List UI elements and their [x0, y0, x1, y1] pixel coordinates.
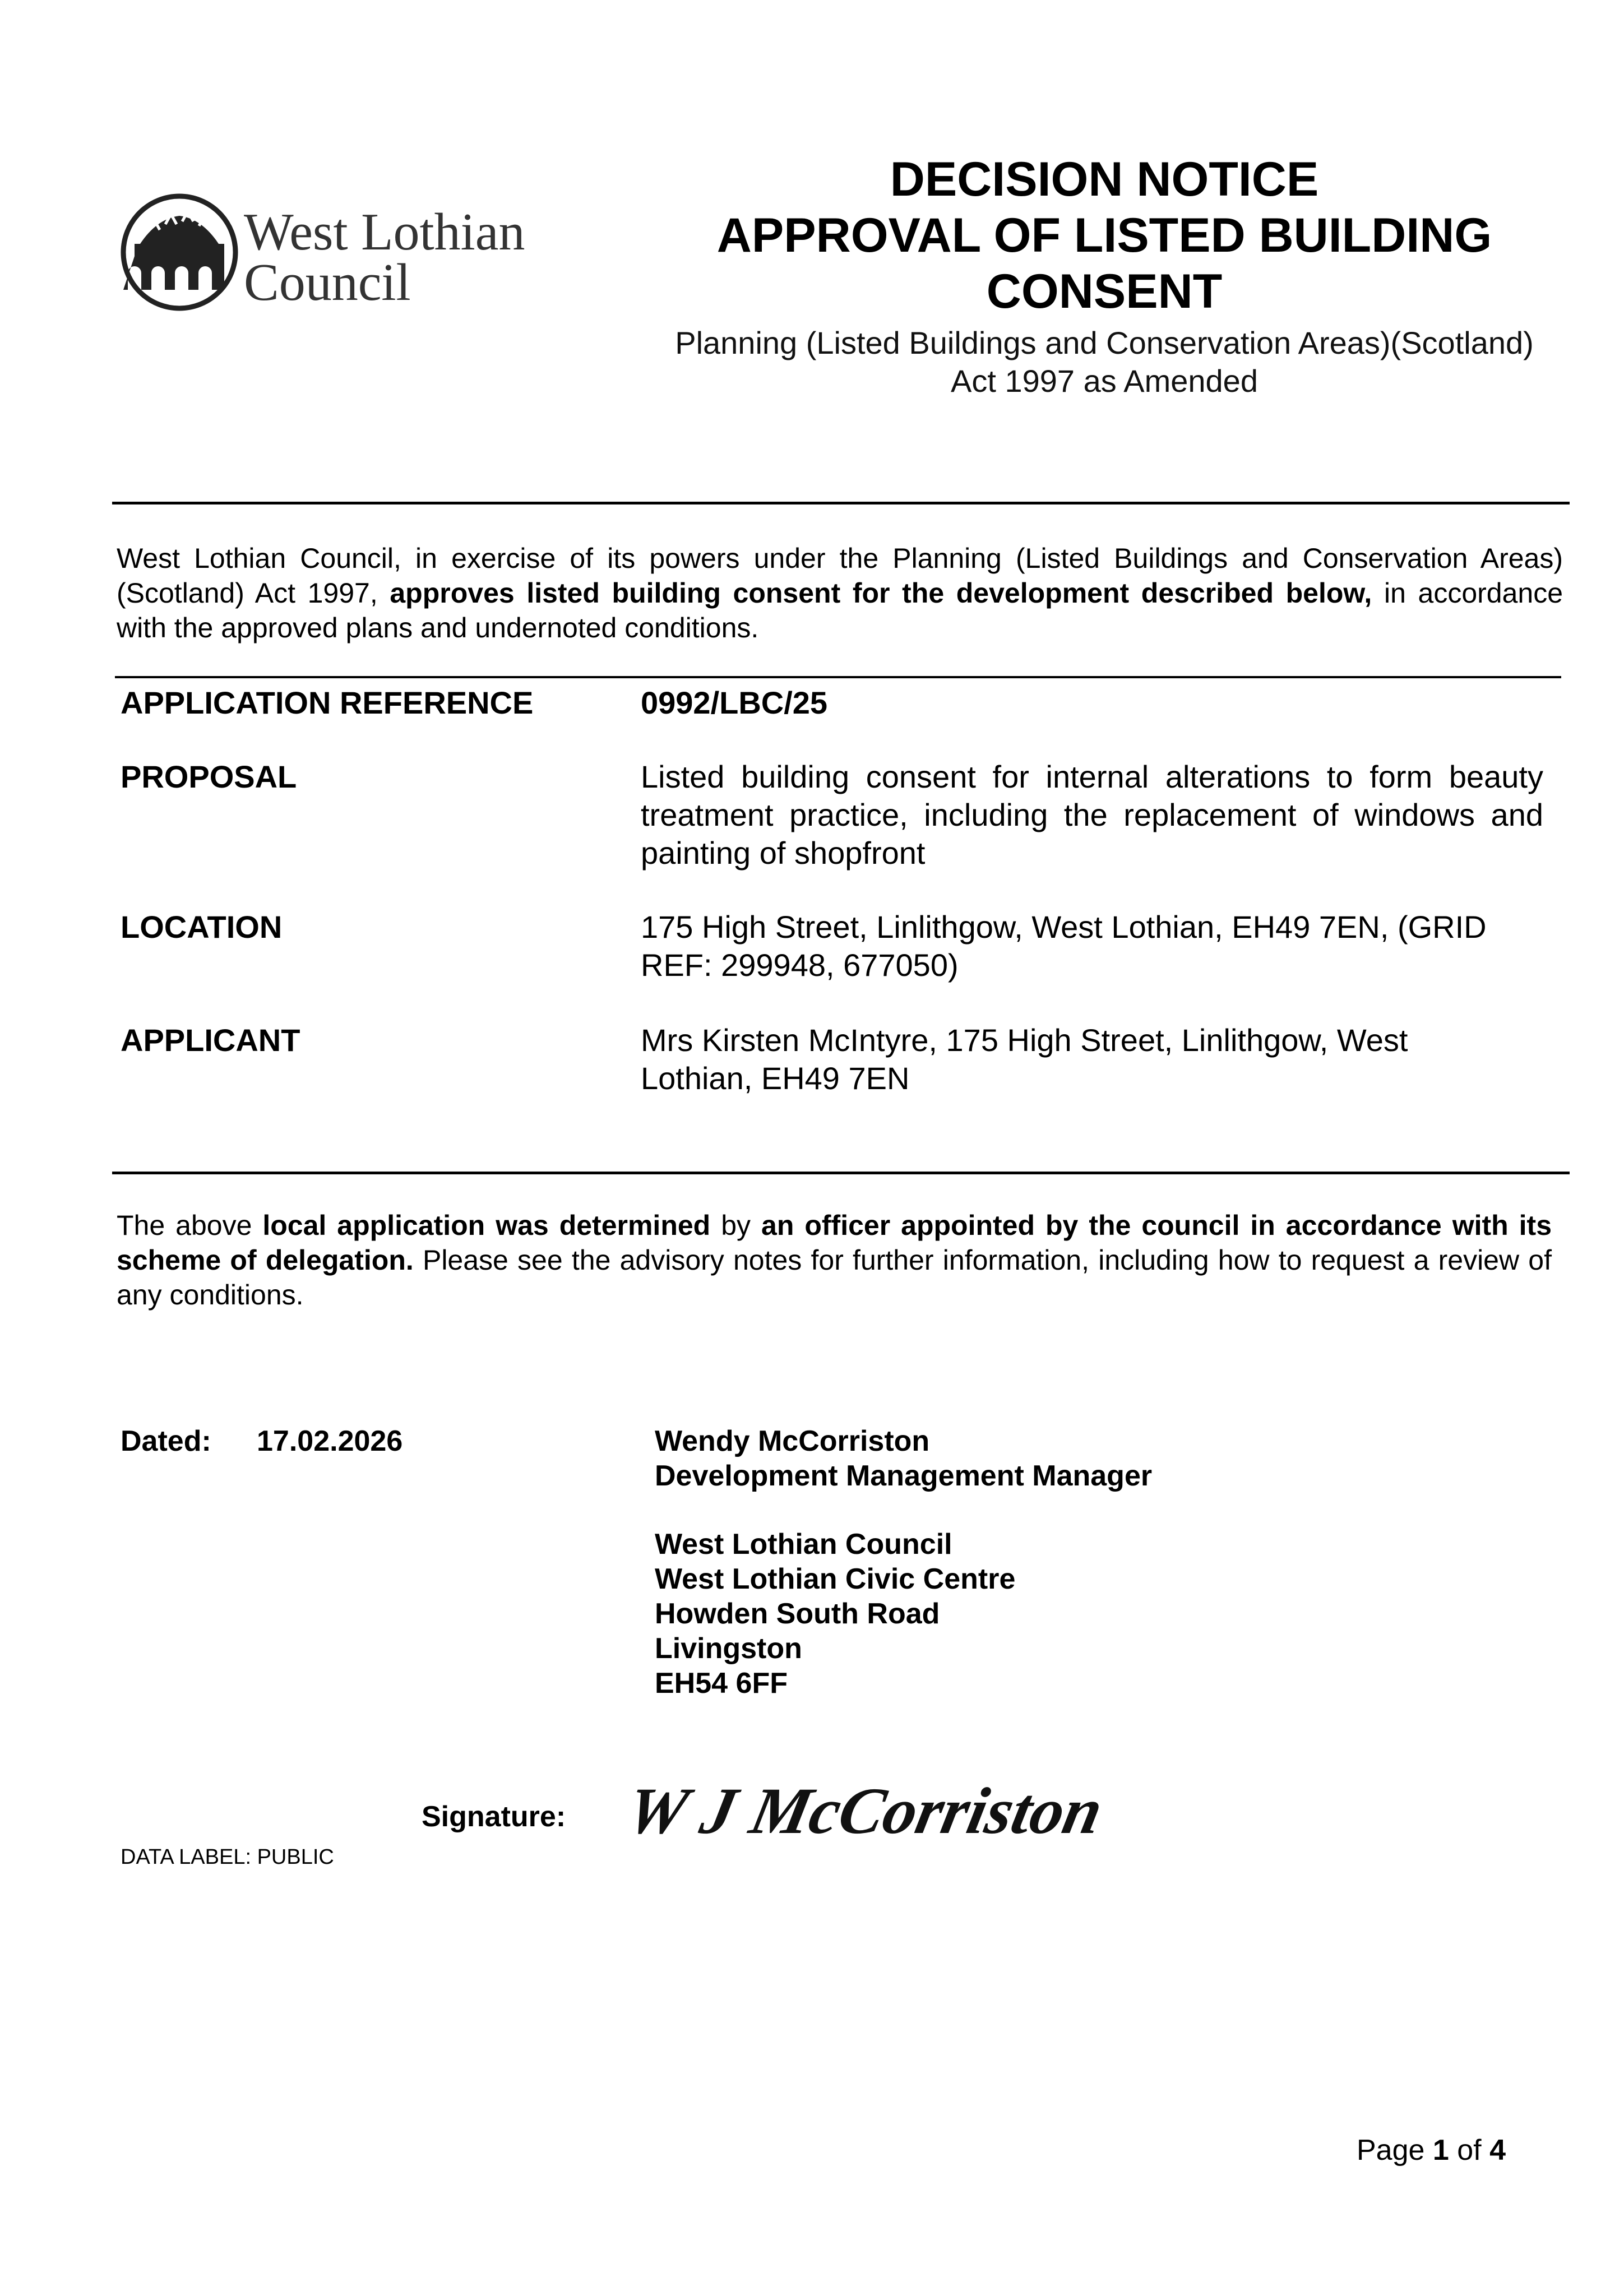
determination-text-3: Please see the advisory notes for further information, including how to request a review of any conditions.: [117, 1244, 1552, 1311]
address-line-5: EH54 6FF: [655, 1667, 788, 1700]
proposal-label: PROPOSAL: [121, 759, 297, 794]
subtitle-line-1: Planning (Listed Buildings and Conservation Areas)(Scotland): [675, 325, 1534, 360]
handwritten-signature: [620, 1760, 1109, 1861]
intro-text-2: in accordance with the approved plans and undernoted conditions.: [117, 577, 1563, 644]
determination-bold-2: an officer appointed by the council in accordance with its scheme of delegation.: [117, 1210, 1552, 1276]
signature-label: Signature:: [422, 1800, 566, 1833]
intro-paragraph: [117, 541, 1563, 645]
intro-bold: approves listed building consent for the development described below,: [390, 577, 1372, 609]
page-number: [1357, 2133, 1506, 2168]
notice-heading: [645, 151, 1564, 400]
address-line-3: Howden South Road: [655, 1598, 940, 1630]
data-label: DATA LABEL: PUBLIC: [121, 1845, 334, 1869]
title-line-2: APPROVAL OF LISTED BUILDING: [716, 209, 1492, 262]
signature-script: W J McCorriston: [620, 1774, 1109, 1848]
divider-details: [115, 676, 1561, 678]
determination-bold-1: local application was determined: [262, 1210, 711, 1241]
applicant-value: Mrs Kirsten McIntyre, 175 High Street, Linlithgow, West Lothian, EH49 7EN: [641, 1022, 1408, 1096]
determination-text-1: The above: [117, 1210, 263, 1241]
dated-label: Dated:: [121, 1425, 211, 1457]
page-prefix: Page: [1357, 2134, 1433, 2167]
page-current: 1: [1432, 2134, 1449, 2167]
divider-bottom: [112, 1172, 1570, 1174]
subtitle-line-2: Act 1997 as Amended: [951, 363, 1258, 399]
address-line-1: West Lothian Council: [655, 1528, 952, 1561]
applicant-label: APPLICANT: [121, 1022, 300, 1058]
address-line-4: Livingston: [655, 1632, 802, 1665]
location-value: 175 High Street, Linlithgow, West Lothian, EH49 7EN, (GRID REF: 299948, 677050): [641, 909, 1487, 983]
dated-value: 17.02.2026: [257, 1425, 403, 1457]
page-total: 4: [1489, 2134, 1506, 2167]
logo-line2: Council: [244, 253, 411, 312]
determination-text-2: by: [710, 1210, 762, 1241]
reference-value: 0992/LBC/25: [641, 685, 828, 720]
title-line-1: DECISION NOTICE: [890, 152, 1319, 206]
officer-role: Development Management Manager: [655, 1460, 1153, 1492]
determination-paragraph: [117, 1208, 1552, 1312]
address-line-2: West Lothian Civic Centre: [655, 1563, 1016, 1595]
location-label: LOCATION: [121, 909, 283, 945]
officer-name: Wendy McCorriston: [655, 1425, 930, 1457]
logo-line1: West Lothian: [244, 203, 525, 261]
proposal-value: Listed building consent for internal alterations to form beauty treatment practice, including the replacement of windows and painting of shopfront: [641, 759, 1543, 871]
divider-top: [112, 502, 1570, 504]
title-line-3: CONSENT: [986, 265, 1223, 318]
council-logo: [118, 188, 566, 317]
intro-text-1: West Lothian Council, in exercise of its powers under the Planning (Listed Buildings and Conservation Areas)(Scotland) Act 1997,: [117, 543, 1563, 609]
page-middle: of: [1449, 2134, 1490, 2167]
reference-label: APPLICATION REFERENCE: [121, 685, 534, 720]
